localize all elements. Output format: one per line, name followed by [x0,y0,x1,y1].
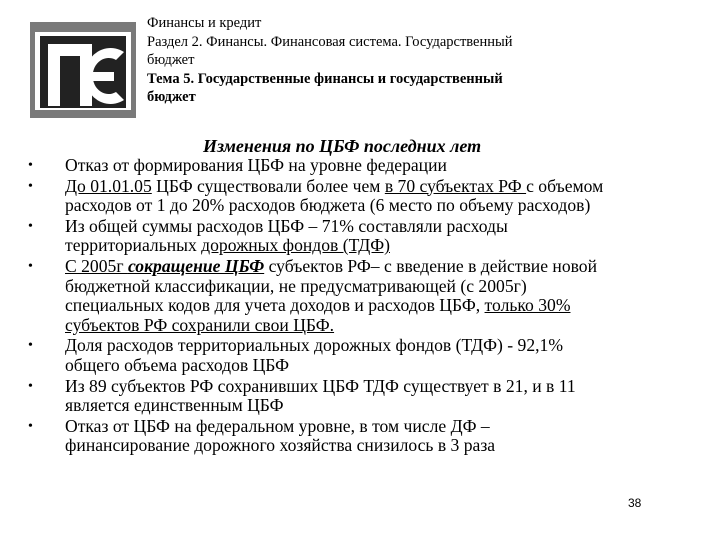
bullet-icon: • [28,338,33,354]
page-number: 38 [628,496,642,510]
bullet-text: финансирование дорожного хозяйства снизилось в 3 раза [65,435,496,456]
underlined-count: в 70 субъектах РФ [384,175,527,196]
text-run: субъектов РФ– с введение в действие новой [264,255,598,276]
topic-title-cont: бюджет [147,89,196,106]
text-run: с объемом [526,175,604,196]
bullet-text: общего объема расходов ЦБФ [65,354,290,375]
bullet-text: Доля расходов территориальных дорожных фондов (ТДФ) - 92,1% [65,335,563,356]
underlined-date: До 01.01.05 [65,175,152,196]
bullet-icon: • [28,218,33,234]
bullet-text: Отказ от формирования ЦБФ на уровне федерации [65,155,447,175]
bullet-icon: • [28,158,33,173]
text-run: территориальных [65,235,202,256]
list-item [22,336,702,375]
bullet-text: субъектов РФ сохранили свои ЦБФ. [65,314,335,335]
bullet-text: Отказ от ЦБФ на федеральном уровне, в том числе ДФ – [65,415,490,436]
bullet-icon: • [28,258,33,274]
underlined-year: С 2005г [65,255,128,276]
section-title: Раздел 2. Финансы. Финансовая система. Государственный [147,33,513,50]
slide-header [147,14,627,107]
bullet-text: расходов от 1 до 20% расходов бюджета (6 место по объему расходов) [65,195,591,216]
bullet-text: Из общей суммы расходов ЦБФ – 71% составляли расходы [65,215,508,236]
bullet-text: бюджетной классификации, не предусматривающей (с 2005г) [65,275,527,296]
bullet-text [65,236,702,256]
university-logo [30,22,136,118]
underlined-term: дорожных фондов (ТДФ) [201,235,390,256]
list-item [22,156,702,176]
bullet-text [65,177,702,197]
topic-title: Тема 5. Государственные финансы и государственный [147,70,503,87]
bullet-icon: • [28,418,33,434]
section-title-cont: бюджет [147,52,195,69]
list-item [22,417,702,456]
slide-subtitle: Изменения по ЦБФ последних лет [203,136,482,156]
text-run: специальных кодов для учета доходов и расходов ЦБФ, [65,295,485,316]
bullet-text: является единственным ЦБФ [65,395,284,416]
course-title: Финансы и кредит [147,15,262,31]
list-item [22,377,702,416]
emphasis-term: сокращение ЦБФ [127,255,265,276]
underlined-percent: только 30% [484,295,571,316]
list-item [22,217,702,256]
bullet-text: Из 89 субъектов РФ сохранивших ЦБФ ТДФ существует в 21, и в 11 [65,375,576,396]
bullet-text [65,257,702,277]
bullet-text [65,296,702,316]
bullet-icon: • [28,178,33,194]
list-item [22,177,702,216]
bullet-list [22,156,702,457]
text-run: ЦБФ существовали более чем [151,175,385,196]
list-item [22,257,702,335]
bullet-icon: • [28,378,33,394]
